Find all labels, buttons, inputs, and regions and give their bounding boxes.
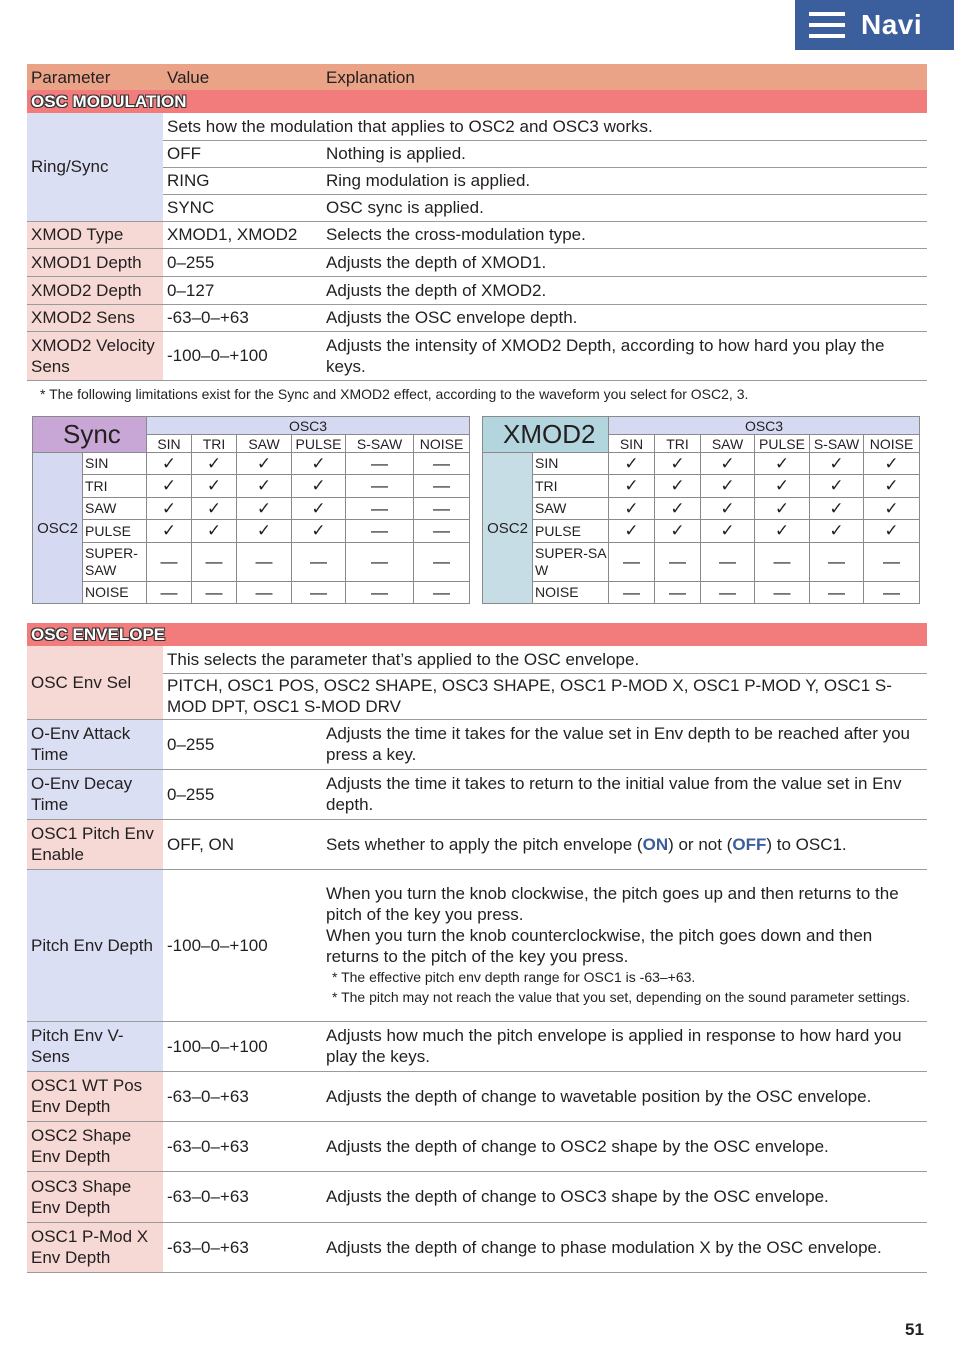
param-explanation: Adjusts the depth of XMOD1. bbox=[322, 248, 927, 276]
param-name: XMOD2 Velocity Sens bbox=[27, 331, 163, 380]
param-value: XMOD1, XMOD2 bbox=[163, 221, 322, 248]
matrix-cell: — bbox=[810, 543, 864, 582]
matrix-cell: ✓ bbox=[147, 475, 192, 498]
table-row bbox=[27, 719, 927, 769]
off-keyword: OFF bbox=[732, 834, 767, 854]
matrix-cell: ✓ bbox=[755, 453, 810, 475]
matrix-cell: ✓ bbox=[292, 520, 346, 543]
matrix-cell: — bbox=[414, 582, 470, 604]
table-row bbox=[27, 331, 927, 380]
matrix-row bbox=[483, 520, 920, 543]
param-name: OSC3 Shape Env Depth bbox=[27, 1171, 163, 1222]
header-explanation: Explanation bbox=[322, 64, 927, 90]
ring-sync-desc: Sets how the modulation that applies to OSC2 and OSC3 works. bbox=[163, 113, 927, 140]
param-value: -63–0–+63 bbox=[163, 1071, 322, 1121]
param-explanation: Adjusts the time it takes for the value set in Env depth to be reached after you press a key. bbox=[322, 719, 927, 769]
matrix-cell: ✓ bbox=[701, 453, 755, 475]
matrix-cell: ✓ bbox=[292, 498, 346, 520]
matrix-cell: — bbox=[346, 520, 414, 543]
column-header: SIN bbox=[147, 435, 192, 453]
param-explanation bbox=[322, 869, 927, 1021]
matrix-cell: ✓ bbox=[237, 498, 292, 520]
table-row bbox=[27, 769, 927, 819]
matrix-cell: ✓ bbox=[655, 498, 701, 520]
osc-modulation-table bbox=[27, 64, 927, 381]
matrix-cell: ✓ bbox=[864, 520, 920, 543]
table-header-row bbox=[27, 64, 927, 90]
matrix-cell: ✓ bbox=[701, 520, 755, 543]
pitch-depth-text-2: When you turn the knob counterclockwise, the pitch goes down and then returns to the pitch of the key you press. bbox=[326, 926, 873, 966]
param-ring-sync: Ring/Sync bbox=[27, 113, 163, 221]
param-value: 0–127 bbox=[163, 276, 322, 304]
row-label: TRI bbox=[83, 475, 147, 498]
param-value: -63–0–+63 bbox=[163, 304, 322, 331]
pitch-depth-note-1: * The effective pitch env depth range for OSC1 is -63–+63. bbox=[332, 969, 696, 985]
table-row bbox=[27, 1171, 927, 1222]
column-header: NOISE bbox=[864, 435, 920, 453]
matrix-cell: ✓ bbox=[864, 498, 920, 520]
row-label: TRI bbox=[533, 475, 609, 498]
section-title-osc-modulation: OSC MODULATION bbox=[27, 90, 927, 113]
matrix-cell: — bbox=[810, 582, 864, 604]
limit-table-title: XMOD2 bbox=[483, 417, 609, 453]
matrix-row bbox=[33, 520, 470, 543]
table-row bbox=[27, 1071, 927, 1121]
matrix-cell: ✓ bbox=[237, 520, 292, 543]
matrix-cell: ✓ bbox=[192, 520, 237, 543]
param-name: XMOD1 Depth bbox=[27, 248, 163, 276]
param-value: 0–255 bbox=[163, 248, 322, 276]
param-value: -100–0–+100 bbox=[163, 869, 322, 1021]
matrix-cell: — bbox=[414, 475, 470, 498]
row-label: SUPER-SAW bbox=[533, 543, 609, 582]
env-sel-desc: This selects the parameter that’s applied to the OSC envelope. bbox=[163, 646, 927, 673]
matrix-cell: ✓ bbox=[701, 498, 755, 520]
matrix-cell: — bbox=[192, 582, 237, 604]
row-label: SAW bbox=[83, 498, 147, 520]
matrix-cell: — bbox=[609, 582, 655, 604]
param-explanation: Selects the cross-modulation type. bbox=[322, 221, 927, 248]
option-value: RING bbox=[163, 167, 322, 194]
table-row bbox=[27, 646, 927, 673]
param-explanation: Sets whether to apply the pitch envelope (ON) or not (OFF) to OSC1. bbox=[322, 819, 927, 869]
param-osc-env-sel: OSC Env Sel bbox=[27, 646, 163, 719]
matrix-cell: ✓ bbox=[192, 475, 237, 498]
matrix-cell: ✓ bbox=[655, 520, 701, 543]
param-name: OSC1 P-Mod X Env Depth bbox=[27, 1222, 163, 1272]
matrix-cell: — bbox=[346, 453, 414, 475]
matrix-cell: — bbox=[609, 543, 655, 582]
param-name: OSC1 WT Pos Env Depth bbox=[27, 1071, 163, 1121]
osc-envelope-table bbox=[27, 623, 927, 1273]
matrix-cell: — bbox=[147, 582, 192, 604]
matrix-cell: ✓ bbox=[237, 453, 292, 475]
column-header: TRI bbox=[192, 435, 237, 453]
table-row bbox=[27, 1021, 927, 1071]
param-name: XMOD2 Sens bbox=[27, 304, 163, 331]
matrix-cell: ✓ bbox=[810, 498, 864, 520]
matrix-cell: — bbox=[655, 543, 701, 582]
on-keyword: ON bbox=[642, 834, 669, 854]
limitations-note: * The following limitations exist for the Sync and XMOD2 effect, according to the waveform you select for OSC2, 3. bbox=[40, 386, 749, 402]
osc3-header: OSC3 bbox=[609, 417, 920, 435]
matrix-cell: ✓ bbox=[655, 453, 701, 475]
matrix-cell: ✓ bbox=[810, 453, 864, 475]
pitch-depth-text-1: When you turn the knob clockwise, the pitch goes up and then returns to the pitch of the key you press. bbox=[326, 884, 899, 924]
table-row bbox=[27, 113, 927, 140]
matrix-cell: — bbox=[147, 543, 192, 582]
matrix-cell: ✓ bbox=[147, 498, 192, 520]
matrix-cell: ✓ bbox=[755, 475, 810, 498]
param-name: XMOD Type bbox=[27, 221, 163, 248]
column-header: PULSE bbox=[292, 435, 346, 453]
osc3-header: OSC3 bbox=[147, 417, 470, 435]
table-row bbox=[27, 869, 927, 1021]
matrix-cell: — bbox=[701, 543, 755, 582]
row-label: NOISE bbox=[533, 582, 609, 604]
param-value: -63–0–+63 bbox=[163, 1222, 322, 1272]
matrix-cell: — bbox=[237, 582, 292, 604]
param-value: -63–0–+63 bbox=[163, 1171, 322, 1222]
header-parameter: Parameter bbox=[27, 64, 163, 90]
table-row bbox=[27, 221, 927, 248]
sync-limitations-table bbox=[32, 416, 470, 604]
column-header: NOISE bbox=[414, 435, 470, 453]
param-value: -100–0–+100 bbox=[163, 1021, 322, 1071]
param-explanation: Adjusts the depth of change to wavetable position by the OSC envelope. bbox=[322, 1071, 927, 1121]
param-name: O-Env Decay Time bbox=[27, 769, 163, 819]
matrix-cell: ✓ bbox=[192, 453, 237, 475]
matrix-row bbox=[33, 498, 470, 520]
limit-table-title: Sync bbox=[33, 417, 147, 453]
matrix-cell: — bbox=[701, 582, 755, 604]
matrix-cell: ✓ bbox=[810, 475, 864, 498]
matrix-cell: — bbox=[237, 543, 292, 582]
matrix-row bbox=[483, 453, 920, 475]
header-value: Value bbox=[163, 64, 322, 90]
matrix-row bbox=[483, 543, 920, 582]
matrix-cell: ✓ bbox=[292, 475, 346, 498]
matrix-cell: ✓ bbox=[755, 520, 810, 543]
matrix-row bbox=[483, 498, 920, 520]
matrix-row bbox=[33, 543, 470, 582]
matrix-cell: ✓ bbox=[147, 520, 192, 543]
matrix-cell: — bbox=[755, 543, 810, 582]
param-explanation: Adjusts the intensity of XMOD2 Depth, according to how hard you play the keys. bbox=[322, 331, 927, 380]
matrix-cell: — bbox=[755, 582, 810, 604]
matrix-cell: — bbox=[292, 582, 346, 604]
option-text: OSC sync is applied. bbox=[322, 194, 927, 221]
option-text: Nothing is applied. bbox=[322, 140, 927, 167]
row-label: SIN bbox=[83, 453, 147, 475]
navi-label: Navi bbox=[861, 9, 923, 40]
table-row bbox=[27, 248, 927, 276]
param-explanation: Adjusts the depth of change to OSC2 shape by the OSC envelope. bbox=[322, 1121, 927, 1171]
table-row bbox=[27, 276, 927, 304]
column-header: SAW bbox=[237, 435, 292, 453]
column-header: SAW bbox=[701, 435, 755, 453]
param-name: Pitch Env Depth bbox=[27, 869, 163, 1021]
column-header: TRI bbox=[655, 435, 701, 453]
option-text: Ring modulation is applied. bbox=[322, 167, 927, 194]
param-value: 0–255 bbox=[163, 719, 322, 769]
param-explanation: Adjusts the OSC envelope depth. bbox=[322, 304, 927, 331]
column-header: PULSE bbox=[755, 435, 810, 453]
column-header: S-SAW bbox=[810, 435, 864, 453]
matrix-cell: — bbox=[414, 453, 470, 475]
row-label: SAW bbox=[533, 498, 609, 520]
table-row bbox=[27, 1222, 927, 1272]
param-explanation: Adjusts the depth of change to phase modulation X by the OSC envelope. bbox=[322, 1222, 927, 1272]
matrix-cell: — bbox=[864, 543, 920, 582]
matrix-cell: ✓ bbox=[609, 520, 655, 543]
column-header: S-SAW bbox=[346, 435, 414, 453]
matrix-cell: — bbox=[655, 582, 701, 604]
table-row bbox=[27, 819, 927, 869]
column-header: SIN bbox=[609, 435, 655, 453]
matrix-cell: — bbox=[346, 498, 414, 520]
section-title-osc-envelope: OSC ENVELOPE bbox=[27, 623, 927, 646]
section-row bbox=[27, 90, 927, 113]
xmod2-limitations-table bbox=[482, 416, 920, 604]
matrix-cell: — bbox=[414, 520, 470, 543]
param-value: 0–255 bbox=[163, 769, 322, 819]
matrix-cell: — bbox=[292, 543, 346, 582]
matrix-cell: ✓ bbox=[655, 475, 701, 498]
table-row bbox=[27, 1121, 927, 1171]
pitch-depth-note-2: * The pitch may not reach the value that you set, depending on the sound parameter settings. bbox=[332, 989, 910, 1005]
param-explanation: Adjusts the time it takes to return to the initial value from the value set in Env depth. bbox=[322, 769, 927, 819]
matrix-cell: ✓ bbox=[609, 475, 655, 498]
table-row bbox=[27, 304, 927, 331]
matrix-cell: — bbox=[414, 498, 470, 520]
matrix-cell: ✓ bbox=[292, 453, 346, 475]
matrix-cell: — bbox=[414, 543, 470, 582]
option-value: OFF bbox=[163, 140, 322, 167]
matrix-row bbox=[483, 582, 920, 604]
matrix-row bbox=[483, 475, 920, 498]
matrix-cell: ✓ bbox=[147, 453, 192, 475]
osc2-header: OSC2 bbox=[483, 453, 533, 604]
matrix-row bbox=[33, 582, 470, 604]
param-name: Pitch Env V-Sens bbox=[27, 1021, 163, 1071]
option-value: SYNC bbox=[163, 194, 322, 221]
param-name: XMOD2 Depth bbox=[27, 276, 163, 304]
env-sel-options: PITCH, OSC1 POS, OSC2 SHAPE, OSC3 SHAPE, OSC1 P-MOD X, OSC1 P-MOD Y, OSC1 S-MOD DPT, OSC1 S-MOD DRV bbox=[163, 673, 927, 719]
matrix-cell: ✓ bbox=[701, 475, 755, 498]
page-number: 51 bbox=[905, 1320, 924, 1339]
matrix-cell: ✓ bbox=[192, 498, 237, 520]
param-name: OSC2 Shape Env Depth bbox=[27, 1121, 163, 1171]
matrix-cell: — bbox=[346, 543, 414, 582]
matrix-cell: ✓ bbox=[864, 453, 920, 475]
matrix-cell: ✓ bbox=[755, 498, 810, 520]
matrix-row bbox=[33, 475, 470, 498]
row-label: NOISE bbox=[83, 582, 147, 604]
matrix-cell: ✓ bbox=[864, 475, 920, 498]
matrix-cell: — bbox=[346, 582, 414, 604]
param-explanation: Adjusts how much the pitch envelope is applied in response to how hard you play the keys. bbox=[322, 1021, 927, 1071]
param-explanation: Adjusts the depth of change to OSC3 shape by the OSC envelope. bbox=[322, 1171, 927, 1222]
param-value: -63–0–+63 bbox=[163, 1121, 322, 1171]
matrix-row bbox=[33, 453, 470, 475]
matrix-cell: ✓ bbox=[609, 498, 655, 520]
row-label: PULSE bbox=[83, 520, 147, 543]
matrix-cell: — bbox=[346, 475, 414, 498]
matrix-cell: — bbox=[192, 543, 237, 582]
navi-button[interactable] bbox=[795, 0, 954, 50]
param-value: OFF, ON bbox=[163, 819, 322, 869]
row-label: SUPER-SAW bbox=[83, 543, 147, 582]
matrix-cell: — bbox=[864, 582, 920, 604]
matrix-cell: ✓ bbox=[237, 475, 292, 498]
section-row bbox=[27, 623, 927, 646]
param-explanation: Adjusts the depth of XMOD2. bbox=[322, 276, 927, 304]
row-label: SIN bbox=[533, 453, 609, 475]
matrix-cell: ✓ bbox=[609, 453, 655, 475]
hamburger-menu-icon bbox=[809, 12, 845, 38]
row-label: PULSE bbox=[533, 520, 609, 543]
param-name: O-Env Attack Time bbox=[27, 719, 163, 769]
osc2-header: OSC2 bbox=[33, 453, 83, 604]
param-name: OSC1 Pitch Env Enable bbox=[27, 819, 163, 869]
param-value: -100–0–+100 bbox=[163, 331, 322, 380]
matrix-cell: ✓ bbox=[810, 520, 864, 543]
